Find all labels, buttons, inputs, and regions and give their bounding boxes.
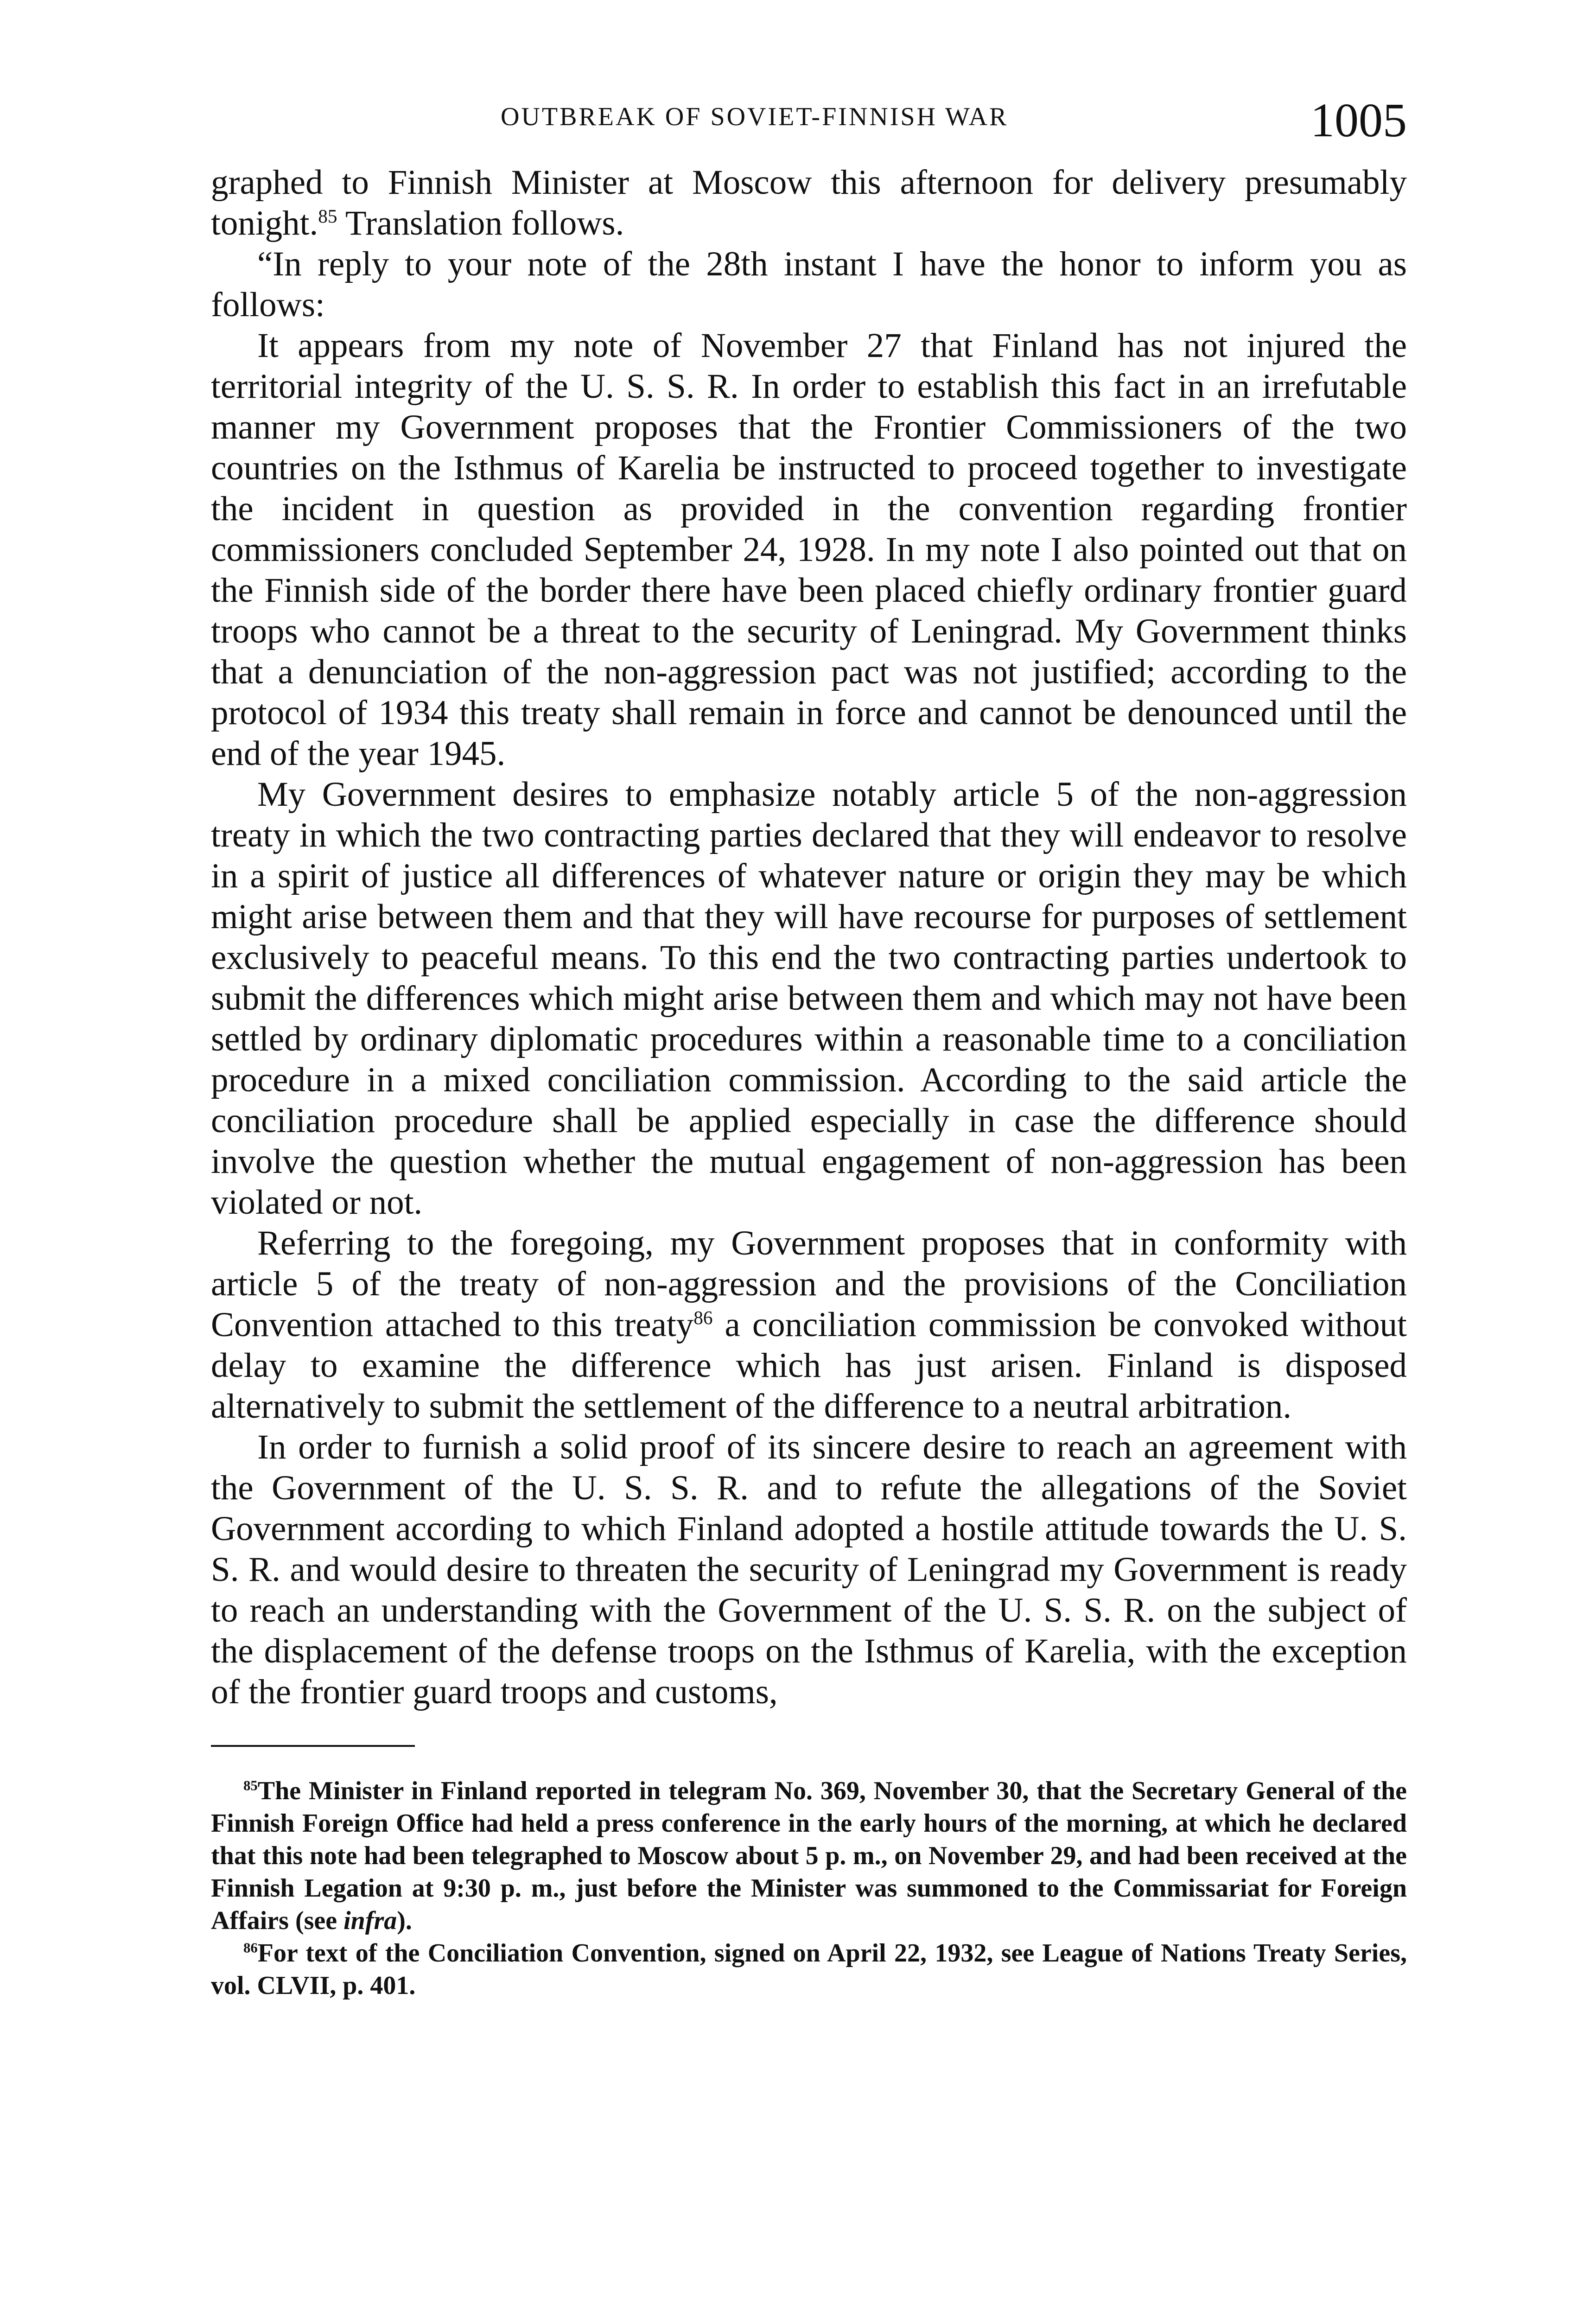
- page-number: 1005: [1310, 94, 1407, 147]
- paragraph-2: “In reply to your note of the 28th instant I have the honor to inform you as follows:: [211, 245, 1407, 324]
- footnote-86: [211, 1937, 1407, 2002]
- paragraph-1-text: graphed to Finnish Minister at Moscow this afternoon for delivery presumably tonight.: [211, 163, 1407, 242]
- footnote-ref-85: 85: [318, 205, 337, 227]
- paragraph-5: [211, 1223, 1407, 1427]
- footnote-85: [211, 1775, 1407, 1937]
- footnote-85-italic: infra: [343, 1906, 397, 1935]
- paragraph-5-after: a conciliation commission be convoked without delay to examine the difference which has just arisen. Finland is disposed alternatively to submit the settlement of the difference to a neutral arbitration.: [211, 1305, 1407, 1426]
- paragraph-5-text: Referring to the foregoing, my Government proposes that in conformity with article 5 of the treaty of non-aggression and the provisions of the Conciliation Convention attached to this treaty: [211, 1224, 1407, 1344]
- footnote-85-text: The Minister in Finland reported in telegram No. 369, November 30, that the Secretary General of the Finnish Foreign Office had held a press conference in the early hours of the morning, at which he declared that this note had been telegraphed to Moscow about 5 p. m., on November 29, and had been received at the Finnish Legation at 9:30 p. m., just before the Minister was summoned to the Commissariat for Foreign Affairs (see: [211, 1777, 1407, 1935]
- footnote-divider: [211, 1745, 415, 1747]
- footnote-86-text: For text of the Conciliation Convention, signed on April 22, 1932, see League of Nations Treaty Series, vol. CLVII, p. 401.: [211, 1939, 1407, 2000]
- footnote-85-end: ).: [397, 1906, 412, 1935]
- footnotes: [211, 1775, 1407, 2002]
- paragraph-1: [211, 162, 1407, 244]
- footnote-ref-86: 86: [693, 1307, 713, 1328]
- footnote-marker-85: 85: [243, 1777, 258, 1794]
- footnote-marker-86: 86: [243, 1940, 258, 1956]
- paragraph-3: It appears from my note of November 27 that Finland has not injured the territorial integrity of the U. S. S. R. In order to establish this fact in an irrefutable manner my Government proposes that the Frontier Commissioners of the two countries on the Isthmus of Karelia be instructed to proceed together to investigate the incident in question as provided in the convention regarding frontier commissioners concluded September 24, 1928. In my note I also pointed out that on the Finnish side of the border there have been placed chiefly ordinary frontier guard troops who cannot be a threat to the security of Leningrad. My Government thinks that a denunciation of the non-aggression pact was not justified; according to the protocol of 1934 this treaty shall remain in force and cannot be denounced until the end of the year 1945.: [211, 326, 1407, 773]
- paragraph-1-after: Translation follows.: [337, 204, 624, 242]
- page-header: [211, 93, 1407, 162]
- document-page: [211, 93, 1407, 2002]
- paragraph-4: My Government desires to emphasize notably article 5 of the non-aggression treaty in which the two contracting parties declared that they will endeavor to resolve in a spirit of justice all differences of whatever nature or origin they may be which might arise between them and that they will have recourse for purposes of settlement exclusively to peaceful means. To this end the two contracting parties undertook to submit the differences which might arise between them and which may not have been settled by ordinary diplomatic procedures within a reasonable time to a conciliation procedure in a mixed conciliation commission. According to the said article the conciliation procedure shall be applied especially in case the difference should involve the question whether the mutual engagement of non-aggression has been violated or not.: [211, 775, 1407, 1222]
- running-head: OUTBREAK OF SOVIET-FINNISH WAR: [501, 102, 1009, 131]
- body-text: [211, 162, 1407, 1713]
- paragraph-6: In order to furnish a solid proof of its sincere desire to reach an agreement with the Government of the U. S. S. R. and to refute the allegations of the Soviet Government according to which Finland adopted a hostile attitude towards the U. S. S. R. and would desire to threaten the security of Leningrad my Government is ready to reach an understanding with the Government of the U. S. S. R. on the subject of the displacement of the defense troops on the Isthmus of Karelia, with the exception of the frontier guard troops and customs,: [211, 1428, 1407, 1711]
